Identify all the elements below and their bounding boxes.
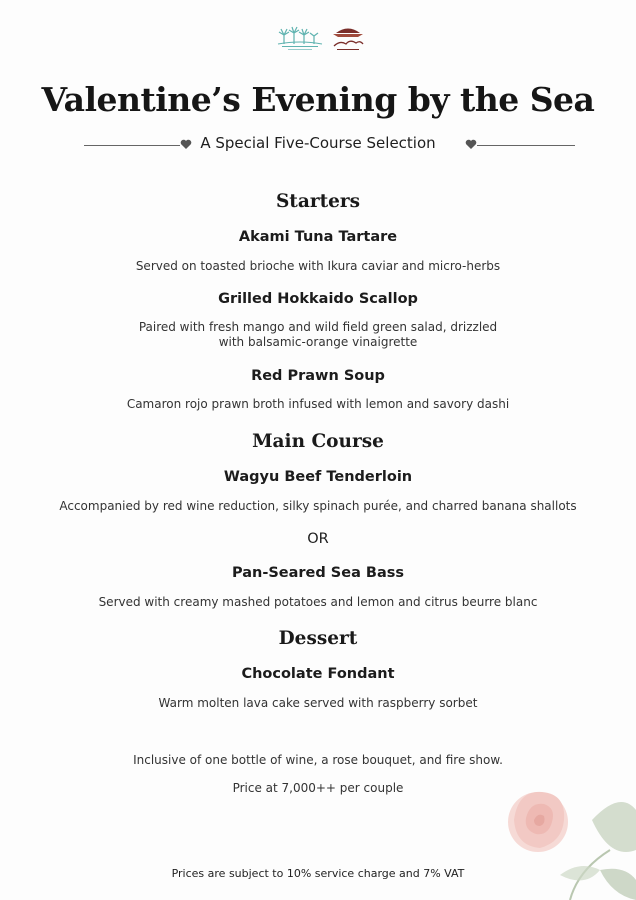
inclusions-text: Inclusive of one bottle of wine, a rose bouquet, and fire show. (133, 753, 503, 767)
dish-name: Grilled Hokkaido Scallop (218, 291, 418, 307)
rose-flower-icon (500, 780, 636, 900)
or-separator: OR (307, 531, 329, 547)
dish-description: Paired with fresh mango and wild field green salad, drizzled (138, 320, 498, 334)
dish-name: Wagyu Beef Tenderloin (223, 469, 413, 485)
page-title: Valentine’s Evening by the Sea (41, 80, 595, 119)
dish-name: Red Prawn Soup (251, 368, 385, 384)
la-vanna-logo-icon (328, 22, 368, 54)
subtitle: A Special Five-Course Selection (200, 134, 436, 152)
dish-description: Accompanied by red wine reduction, silky spinach purée, and charred banana shallots (59, 499, 577, 513)
dish-name: Pan-Seared Sea Bass (231, 565, 405, 581)
dish-description: Warm molten lava cake served with raspberry sorbet (158, 696, 478, 710)
subtitle-row (0, 132, 636, 158)
dish-description-continued: with balsamic-orange vinaigrette (218, 335, 418, 349)
dish-description: Camaron rojo prawn broth infused with lemon and savory dashi (126, 397, 510, 411)
section-heading-main-course: Main Course (252, 431, 384, 452)
price-text: Price at 7,000++ per couple (232, 781, 404, 795)
palm-resort-logo-icon (276, 26, 324, 52)
dish-description: Served with creamy mashed potatoes and lemon and citrus beurre blanc (98, 595, 538, 609)
logo-bar (0, 20, 636, 60)
dish-name: Chocolate Fondant (241, 666, 395, 682)
heart-icon (465, 138, 477, 150)
section-heading-starters: Starters (275, 191, 361, 212)
divider-line-right (477, 145, 575, 146)
dish-description: Served on toasted brioche with Ikura caviar and micro-herbs (135, 259, 501, 273)
dish-name: Akami Tuna Tartare (238, 229, 398, 245)
section-heading-dessert: Dessert (278, 628, 358, 649)
footer-note: Prices are subject to 10% service charge and 7% VAT (171, 867, 465, 880)
